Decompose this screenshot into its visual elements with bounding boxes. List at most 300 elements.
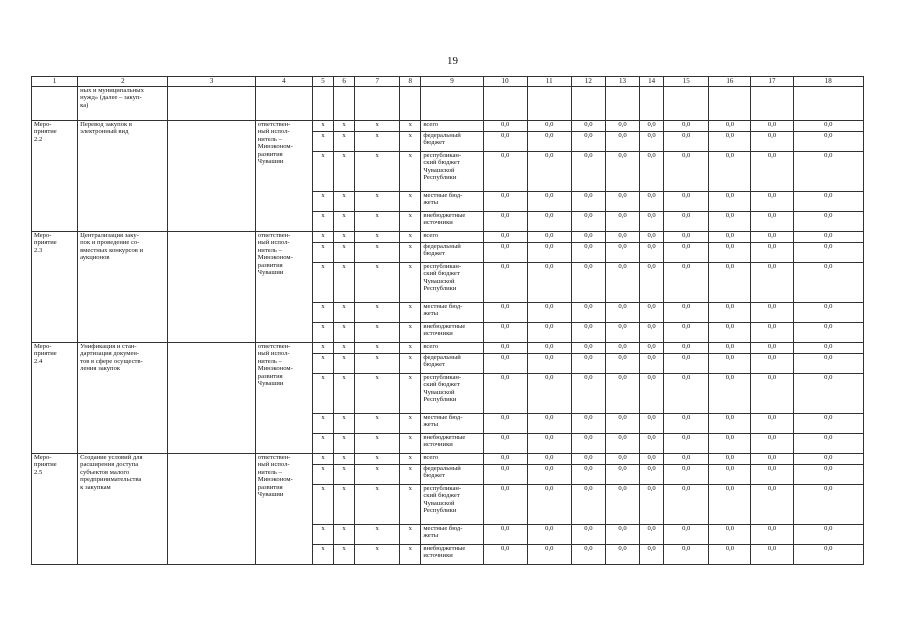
year-value: 0,0 (527, 485, 571, 525)
budget-code-marker: x (334, 465, 355, 485)
year-value: 0,0 (605, 414, 639, 434)
funding-source-line: бюджет (423, 250, 445, 258)
funding-source-line: ский бюджет (423, 159, 460, 167)
budget-code-marker: x (334, 303, 355, 323)
page-number: 19 (447, 55, 458, 67)
empty-cell (355, 87, 400, 121)
event-label-line: приятие (34, 239, 57, 247)
responsible-executor-line: развития (257, 372, 283, 380)
year-value: 0,0 (527, 243, 571, 263)
year-value: 0,0 (793, 525, 863, 545)
budget-code-marker: x (334, 343, 355, 354)
column-number: 6 (334, 77, 355, 87)
year-value: 0,0 (605, 354, 639, 374)
budget-code-marker: x (334, 212, 355, 232)
year-value: 0,0 (640, 323, 664, 343)
empty-cell (664, 87, 709, 121)
column-number: 5 (312, 77, 333, 87)
responsible-executor-line: развития (257, 261, 283, 269)
year-value: 0,0 (664, 212, 709, 232)
year-value: 0,0 (640, 545, 664, 565)
year-value: 0,0 (527, 525, 571, 545)
budget-code-marker: x (334, 121, 355, 132)
responsible-executor-line: Чувашии (257, 380, 284, 388)
funding-source (421, 243, 483, 263)
budget-code-marker: x (312, 434, 333, 454)
year-value: 0,0 (640, 525, 664, 545)
column-number: 9 (421, 77, 483, 87)
budget-code-marker: x (355, 434, 400, 454)
funding-source (421, 545, 483, 565)
budget-code-marker: x (312, 323, 333, 343)
year-value: 0,0 (640, 192, 664, 212)
funding-source (421, 152, 483, 192)
budget-code-marker: x (355, 374, 400, 414)
budget-code-marker: x (312, 152, 333, 192)
budget-code-marker: x (355, 263, 400, 303)
funding-source-line: источники (423, 330, 453, 338)
funding-source-line: Республики (423, 507, 457, 515)
event-label-line: Меро- (34, 343, 52, 350)
budget-code-marker: x (355, 152, 400, 192)
budget-code-marker: x (312, 212, 333, 232)
responsible-executor (255, 232, 312, 343)
year-value: 0,0 (571, 121, 605, 132)
funding-source-line: внебюджетные (423, 434, 466, 441)
event-name-line: Централизация заку- (80, 232, 139, 239)
year-value: 0,0 (751, 434, 793, 454)
budget-code-marker: x (355, 132, 400, 152)
event-name-line: пок и проведение со- (80, 239, 140, 247)
funding-source-line: ский бюджет (423, 381, 460, 389)
event-label-line: Меро- (34, 121, 52, 128)
year-value: 0,0 (751, 152, 793, 192)
year-value: 0,0 (571, 374, 605, 414)
year-value: 0,0 (709, 454, 751, 465)
funding-source-line: жеты (423, 310, 439, 318)
year-value: 0,0 (527, 414, 571, 434)
year-value: 0,0 (751, 323, 793, 343)
budget-code-marker: x (334, 434, 355, 454)
year-value: 0,0 (605, 465, 639, 485)
year-value: 0,0 (640, 232, 664, 243)
year-value: 0,0 (793, 485, 863, 525)
year-value: 0,0 (751, 545, 793, 565)
funding-source-line: республикан- (423, 263, 462, 270)
responsible-executor-line: развития (257, 150, 283, 158)
empty-cell (255, 87, 312, 121)
budget-code-marker: x (355, 545, 400, 565)
responsible-executor-line: нитель – (257, 468, 282, 476)
responsible-executor-line: Чувашии (257, 491, 284, 499)
empty-cell (421, 87, 483, 121)
year-value: 0,0 (664, 545, 709, 565)
budget-code-marker: x (355, 525, 400, 545)
funding-source (421, 465, 483, 485)
year-value: 0,0 (483, 343, 527, 354)
budget-code-marker: x (400, 323, 421, 343)
year-value: 0,0 (483, 545, 527, 565)
year-value: 0,0 (793, 354, 863, 374)
funding-source-line: внебюджетные (423, 545, 466, 552)
funding-source-line: федеральный (423, 465, 461, 472)
funding-source (421, 454, 483, 465)
funding-source-line: бюджет (423, 139, 445, 147)
year-value: 0,0 (483, 525, 527, 545)
responsible-executor-line: ответствен- (257, 454, 291, 461)
year-value: 0,0 (605, 121, 639, 132)
year-value: 0,0 (640, 212, 664, 232)
budget-code-marker: x (312, 132, 333, 152)
year-value: 0,0 (664, 243, 709, 263)
column-number: 3 (168, 77, 255, 87)
year-value: 0,0 (793, 303, 863, 323)
year-value: 0,0 (709, 232, 751, 243)
budget-code-marker: x (400, 525, 421, 545)
event-name-line: аукционов (80, 254, 110, 262)
budget-code-marker: x (400, 303, 421, 323)
year-value: 0,0 (793, 263, 863, 303)
budget-code-marker: x (400, 232, 421, 243)
year-value: 0,0 (527, 354, 571, 374)
year-value: 0,0 (605, 374, 639, 414)
year-value: 0,0 (640, 354, 664, 374)
year-value: 0,0 (751, 485, 793, 525)
funding-source (421, 414, 483, 434)
year-value: 0,0 (605, 323, 639, 343)
year-value: 0,0 (709, 121, 751, 132)
year-value: 0,0 (709, 465, 751, 485)
budget-code-marker: x (312, 263, 333, 303)
year-value: 0,0 (640, 243, 664, 263)
continuation-text (78, 87, 168, 121)
year-value: 0,0 (483, 354, 527, 374)
budget-code-marker: x (312, 343, 333, 354)
year-value: 0,0 (709, 152, 751, 192)
year-value: 0,0 (571, 414, 605, 434)
event-label (32, 121, 78, 232)
column-number: 4 (255, 77, 312, 87)
budget-code-marker: x (355, 465, 400, 485)
responsible-executor-line: Минэконом- (257, 365, 293, 373)
event-row (32, 343, 864, 354)
funding-source (421, 232, 483, 243)
funding-source-line: Чувашской (423, 166, 455, 174)
year-value: 0,0 (527, 454, 571, 465)
funding-source-line: внебюджетные (423, 323, 466, 330)
year-value: 0,0 (709, 525, 751, 545)
year-value: 0,0 (709, 323, 751, 343)
budget-code-marker: x (334, 323, 355, 343)
column-number: 12 (571, 77, 605, 87)
year-value: 0,0 (793, 152, 863, 192)
budget-code-marker: x (400, 485, 421, 525)
empty-cell (168, 454, 255, 565)
event-name-line: субъектов малого (80, 468, 130, 476)
year-value: 0,0 (605, 212, 639, 232)
year-value: 0,0 (483, 414, 527, 434)
year-value: 0,0 (483, 323, 527, 343)
year-value: 0,0 (751, 414, 793, 434)
year-value: 0,0 (571, 303, 605, 323)
funding-source (421, 263, 483, 303)
year-value: 0,0 (527, 263, 571, 303)
budget-code-marker: x (312, 454, 333, 465)
year-value: 0,0 (664, 485, 709, 525)
year-value: 0,0 (571, 485, 605, 525)
budget-code-marker: x (312, 374, 333, 414)
year-value: 0,0 (793, 132, 863, 152)
column-number: 18 (793, 77, 863, 87)
column-number: 14 (640, 77, 664, 87)
year-value: 0,0 (640, 263, 664, 303)
responsible-executor-line: ный испол- (257, 239, 290, 247)
year-value: 0,0 (664, 121, 709, 132)
year-value: 0,0 (640, 132, 664, 152)
empty-cell (400, 87, 421, 121)
year-value: 0,0 (709, 354, 751, 374)
budget-code-marker: x (334, 243, 355, 263)
year-value: 0,0 (640, 152, 664, 192)
year-value: 0,0 (664, 323, 709, 343)
funding-source (421, 434, 483, 454)
budget-code-marker: x (312, 192, 333, 212)
year-value: 0,0 (640, 414, 664, 434)
year-value: 0,0 (571, 212, 605, 232)
year-value: 0,0 (709, 343, 751, 354)
event-label-line: приятие (34, 128, 57, 136)
budget-code-marker: x (400, 121, 421, 132)
year-value: 0,0 (605, 232, 639, 243)
budget-code-marker: x (355, 485, 400, 525)
year-value: 0,0 (605, 525, 639, 545)
continuation-text-line: ка) (80, 101, 89, 109)
empty-cell (793, 87, 863, 121)
event-name-line: тов в сфере осуществ- (80, 357, 143, 365)
event-row (32, 232, 864, 243)
funding-source-line: всего (423, 454, 439, 461)
year-value: 0,0 (664, 374, 709, 414)
year-value: 0,0 (640, 485, 664, 525)
year-value: 0,0 (571, 525, 605, 545)
event-name-line: вместных конкурсов и (80, 246, 144, 254)
year-value: 0,0 (751, 374, 793, 414)
event-name-line: расширения доступа (80, 461, 139, 469)
budget-code-marker: x (355, 212, 400, 232)
year-value: 0,0 (793, 212, 863, 232)
year-value: 0,0 (483, 192, 527, 212)
funding-source-line: федеральный (423, 132, 461, 139)
funding-source (421, 343, 483, 354)
event-row (32, 454, 864, 465)
budget-code-marker: x (312, 243, 333, 263)
year-value: 0,0 (527, 465, 571, 485)
responsible-executor-line: нитель – (257, 357, 282, 365)
budget-code-marker: x (355, 232, 400, 243)
budget-code-marker: x (312, 525, 333, 545)
event-label-line: 2.4 (34, 357, 43, 365)
funding-source-line: республикан- (423, 152, 462, 159)
year-value: 0,0 (527, 374, 571, 414)
year-value: 0,0 (640, 465, 664, 485)
year-value: 0,0 (709, 434, 751, 454)
funding-source-line: внебюджетные (423, 212, 466, 219)
year-value: 0,0 (664, 152, 709, 192)
funding-source-line: Чувашской (423, 499, 455, 507)
funding-source-line: жеты (423, 532, 439, 540)
funding-source-line: ский бюджет (423, 270, 460, 278)
year-value: 0,0 (605, 434, 639, 454)
empty-cell (605, 87, 639, 121)
funding-source (421, 132, 483, 152)
budget-code-marker: x (334, 152, 355, 192)
year-value: 0,0 (483, 454, 527, 465)
budget-code-marker: x (400, 465, 421, 485)
budget-code-marker: x (400, 434, 421, 454)
empty-cell (168, 232, 255, 343)
year-value: 0,0 (640, 303, 664, 323)
funding-source-line: всего (423, 343, 439, 350)
event-label (32, 454, 78, 565)
responsible-executor (255, 121, 312, 232)
funding-source-line: местные бюд- (423, 192, 463, 199)
responsible-executor-line: ответствен- (257, 343, 291, 350)
continuation-text-line: нужд» (далее – закуп- (80, 94, 142, 102)
year-value: 0,0 (571, 152, 605, 192)
empty-cell (709, 87, 751, 121)
column-number: 7 (355, 77, 400, 87)
year-value: 0,0 (571, 232, 605, 243)
column-number: 8 (400, 77, 421, 87)
year-value: 0,0 (605, 343, 639, 354)
year-value: 0,0 (527, 343, 571, 354)
budget-code-marker: x (312, 545, 333, 565)
year-value: 0,0 (605, 132, 639, 152)
year-value: 0,0 (571, 434, 605, 454)
year-value: 0,0 (664, 525, 709, 545)
year-value: 0,0 (483, 132, 527, 152)
year-value: 0,0 (571, 545, 605, 565)
year-value: 0,0 (751, 354, 793, 374)
year-value: 0,0 (571, 243, 605, 263)
year-value: 0,0 (483, 243, 527, 263)
year-value: 0,0 (483, 263, 527, 303)
year-value: 0,0 (709, 303, 751, 323)
year-value: 0,0 (483, 485, 527, 525)
funding-source (421, 121, 483, 132)
year-value: 0,0 (640, 374, 664, 414)
year-value: 0,0 (527, 192, 571, 212)
event-name-line: Унификация и стан- (80, 343, 137, 350)
year-value: 0,0 (605, 303, 639, 323)
year-value: 0,0 (751, 465, 793, 485)
funding-source-line: федеральный (423, 354, 461, 361)
event-label-line: приятие (34, 350, 57, 358)
responsible-executor-line: нитель – (257, 246, 282, 254)
budget-code-marker: x (334, 263, 355, 303)
year-value: 0,0 (605, 545, 639, 565)
year-value: 0,0 (605, 454, 639, 465)
year-value: 0,0 (793, 323, 863, 343)
funding-source (421, 525, 483, 545)
funding-source (421, 303, 483, 323)
year-value: 0,0 (483, 152, 527, 192)
event-label-line: 2.3 (34, 246, 43, 254)
year-value: 0,0 (483, 303, 527, 323)
empty-cell (168, 343, 255, 454)
year-value: 0,0 (527, 232, 571, 243)
year-value: 0,0 (793, 374, 863, 414)
budget-code-marker: x (312, 414, 333, 434)
year-value: 0,0 (793, 232, 863, 243)
budget-code-marker: x (334, 232, 355, 243)
column-number: 11 (527, 77, 571, 87)
year-value: 0,0 (664, 354, 709, 374)
column-number: 10 (483, 77, 527, 87)
year-value: 0,0 (709, 414, 751, 434)
year-value: 0,0 (605, 243, 639, 263)
funding-source-line: бюджет (423, 361, 445, 369)
year-value: 0,0 (664, 343, 709, 354)
responsible-executor-line: ответствен- (257, 232, 291, 239)
event-name-line: к закупкам (80, 483, 111, 491)
event-name-line: предпринимательства (80, 476, 142, 484)
event-label-line: Меро- (34, 232, 52, 239)
funding-source-line: Республики (423, 396, 457, 404)
funding-source-line: источники (423, 219, 453, 227)
budget-code-marker: x (334, 545, 355, 565)
responsible-executor-line: Минэконом- (257, 143, 293, 151)
budget-code-marker: x (334, 132, 355, 152)
year-value: 0,0 (751, 212, 793, 232)
event-label-line: приятие (34, 461, 57, 469)
year-value: 0,0 (483, 465, 527, 485)
year-value: 0,0 (793, 465, 863, 485)
event-name-line: Создание условий для (80, 454, 143, 461)
budget-code-marker: x (400, 212, 421, 232)
responsible-executor-line: Минэконом- (257, 476, 293, 484)
year-value: 0,0 (751, 263, 793, 303)
year-value: 0,0 (571, 323, 605, 343)
empty-cell (168, 87, 255, 121)
year-value: 0,0 (571, 454, 605, 465)
continuation-text-line: ных и муниципальных (80, 87, 144, 94)
event-name-line: электронный вид (80, 128, 129, 136)
budget-code-marker: x (355, 454, 400, 465)
budget-code-marker: x (355, 343, 400, 354)
budget-code-marker: x (400, 545, 421, 565)
empty-cell (312, 87, 333, 121)
year-value: 0,0 (664, 263, 709, 303)
funding-source-line: местные бюд- (423, 414, 463, 421)
budget-code-marker: x (312, 121, 333, 132)
budget-code-marker: x (355, 243, 400, 263)
event-label-line: Меро- (34, 454, 52, 461)
empty-cell (751, 87, 793, 121)
budget-code-marker: x (400, 454, 421, 465)
year-value: 0,0 (483, 121, 527, 132)
budget-code-marker: x (312, 465, 333, 485)
empty-cell (168, 121, 255, 232)
year-value: 0,0 (751, 232, 793, 243)
funding-source-line: Республики (423, 174, 457, 182)
budget-code-marker: x (400, 414, 421, 434)
funding-source (421, 354, 483, 374)
program-table (31, 76, 864, 565)
year-value: 0,0 (571, 343, 605, 354)
budget-code-marker: x (355, 323, 400, 343)
responsible-executor-line: Чувашии (257, 158, 284, 166)
